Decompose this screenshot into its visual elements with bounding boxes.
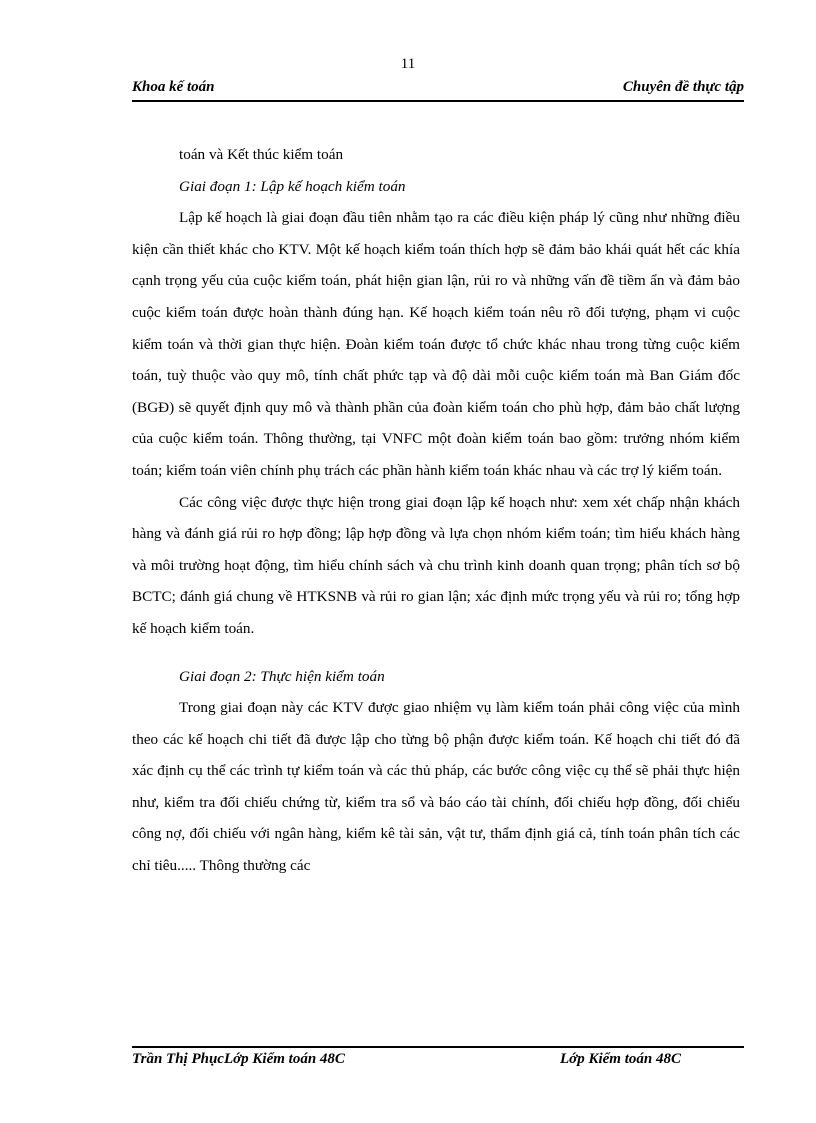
paragraph-spacer	[132, 645, 740, 661]
footer-author: Trần Thị PhụcLớp Kiểm toán 48C	[132, 1051, 345, 1067]
page-header	[132, 74, 744, 102]
section-heading-stage-2: Giai đoạn 2: Thực hiện kiểm toán	[179, 667, 385, 685]
header-faculty: Khoa kế toán	[132, 79, 215, 95]
footer-class: Lớp Kiểm toán 48C	[560, 1051, 681, 1067]
header-title: Chuyên đề thực tập	[622, 79, 744, 95]
paragraph-planning-tasks: Các công việc được thực hiện trong giai đoạn lập kế hoạch như: xem xét chấp nhận khách hàng và đánh giá rủi ro hợp đồng; lập hợp đồng và lựa chọn nhóm kiểm toán; tìm hiểu khách hàng và môi trường hoạt động, tìm hiểu chính sách và chu trình kinh doanh quan trọng; phân tích sơ bộ BCTC; đánh giá chung về HTKSNB và rủi ro gian lận; xác định mức trọng yếu và rủi ro; tổng hợp kế hoạch kiểm toán.	[132, 493, 740, 637]
continuation-line: toán và Kết thúc kiểm toán	[179, 146, 344, 163]
paragraph-execution: Trong giai đoạn này các KTV được giao nhiệm vụ làm kiểm toán phải công việc của mình theo các kế hoạch chi tiết đã được lập cho từng bộ phận được kiểm toán. Kế hoạch chi tiết đó đã xác định cụ thể các trình tự kiểm toán và các thủ pháp, các bước công việc cụ thể sẽ phải thực hiện như, kiểm tra đối chiếu chứng từ, kiểm tra sổ và báo cáo tài chính, đối chiếu hợp đồng, đối chiếu công nợ, đối chiếu với ngân hàng, kiểm kê tài sản, vật tư, thẩm định giá cả, tính toán phân tích các chỉ tiêu..... Thông thường các	[132, 699, 740, 875]
paragraph-planning: Lập kế hoạch là giai đoạn đầu tiên nhằm tạo ra các điều kiện pháp lý cũng như những điều kiện cần thiết khác cho KTV. Một kế hoạch kiểm toán thích hợp sẽ đảm bảo khái quát hết các khía cạnh trọng yếu của cuộc kiểm toán, phát hiện gian lận, rủi ro và những vấn đề tiềm ẩn và đảm bảo cuộc kiểm toán được hoàn thành đúng hạn. Kế hoạch kiểm toán nêu rõ đối tượng, phạm vi cuộc kiểm toán và thời gian thực hiện. Đoàn kiểm toán được tổ chức khác nhau trong từng cuộc kiểm toán, tuỳ thuộc vào quy mô, tính chất phức tạp và độ dài mỗi cuộc kiểm toán mà Ban Giám đốc (BGĐ) sẽ quyết định quy mô và thành phần của đoàn kiểm toán cho phù hợp, đảm bảo chất lượng của cuộc kiểm toán. Thông thường, tại VNFC một đoàn kiểm toán bao gồm: trưởng nhóm kiểm toán; kiểm toán viên chính phụ trách các phần hành kiểm toán khác nhau và các trợ lý kiểm toán.	[132, 209, 740, 479]
document-body	[132, 139, 740, 882]
page-footer	[132, 1046, 744, 1076]
page-number: 11	[400, 56, 416, 72]
section-heading-stage-1: Giai đoạn 1: Lập kế hoạch kiểm toán	[179, 177, 406, 195]
